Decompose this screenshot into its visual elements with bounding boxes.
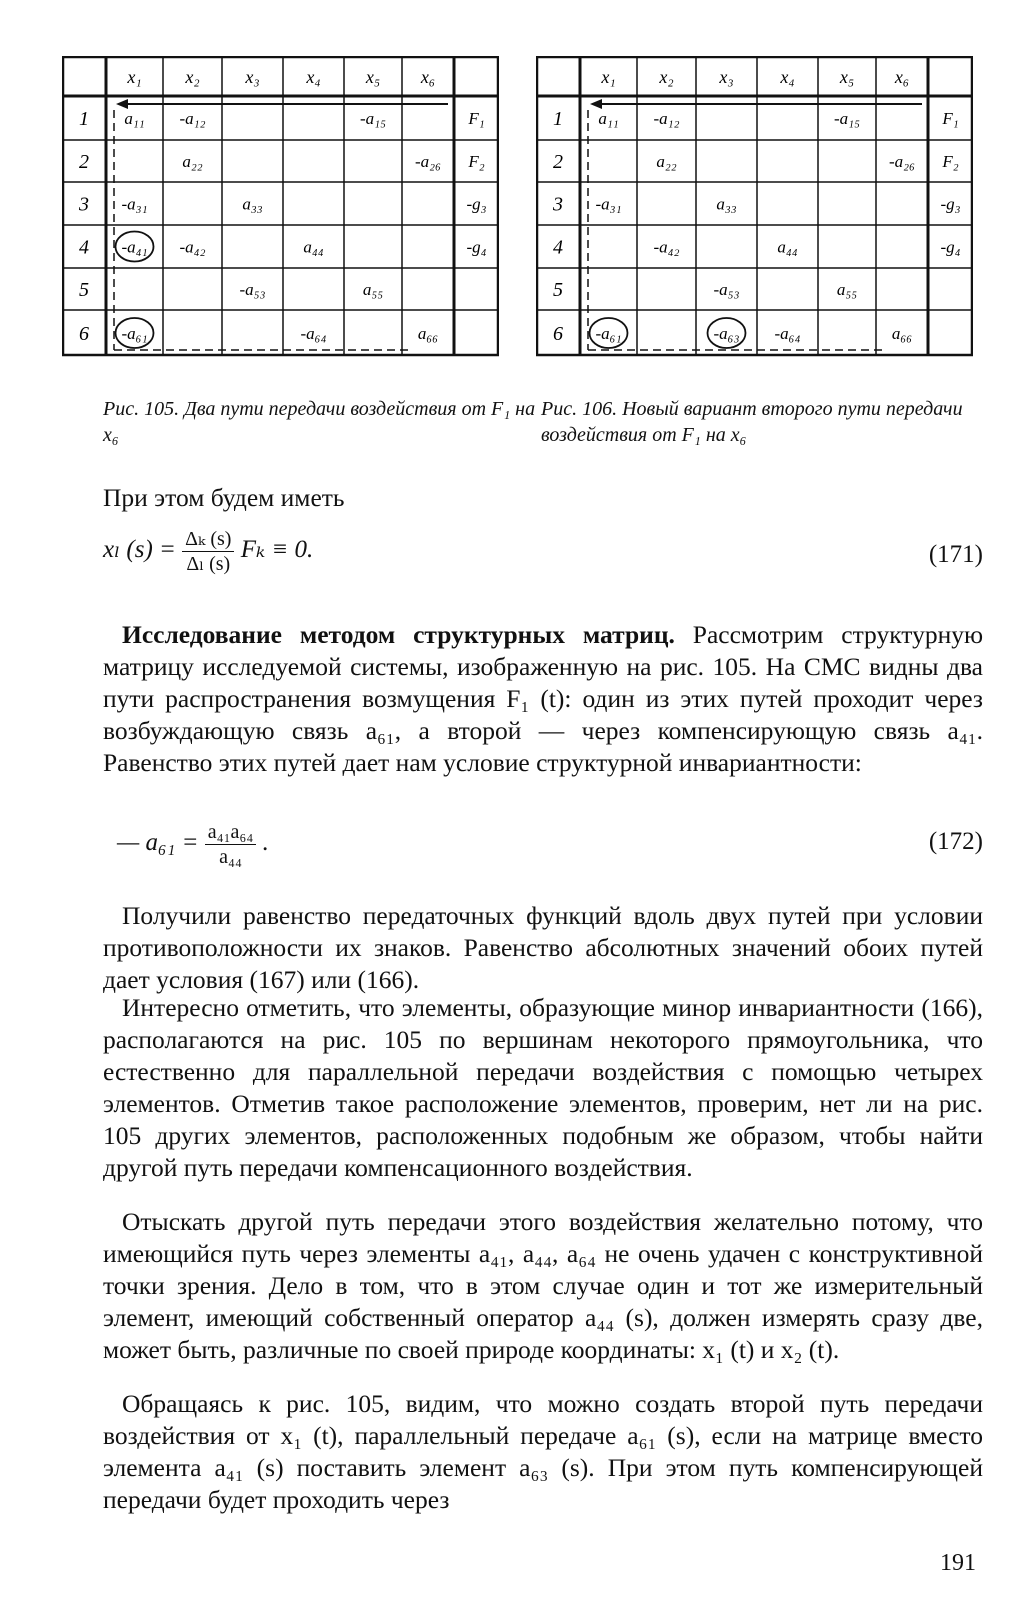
- matrix-cell: F₂: [942, 152, 959, 171]
- matrix-cell: -g₄: [466, 237, 487, 257]
- column-header: x₆: [894, 67, 910, 87]
- matrix-cell: F₂: [468, 152, 485, 171]
- eq171-lhs: xₗ (s) =: [103, 536, 183, 564]
- matrix-cell: -g₃: [940, 194, 961, 214]
- matrix-cell: a₄₄: [777, 237, 798, 257]
- matrix-cell: -a₆₃: [713, 324, 740, 343]
- column-header: x₃: [719, 67, 734, 87]
- caption-fig105: Рис. 105. Два пути передачи воздействия от F₁ на x₆: [103, 398, 536, 446]
- paragraph-1: [103, 619, 983, 779]
- row-header: 1: [79, 108, 89, 130]
- paragraph-3: Интересно отметить, что элементы, образующие минор инвариантности (166), располагаются на рис. 105 по вершинам некоторого прямоугольника, что естественно для параллельной передачи воздействия с помощью четырех элементов. Отметив такое расположение элементов, проверим, нет ли на рис. 105 других элементов, расположенных подобным же образом, чтобы найти другой путь передачи компенсационного воздействия.: [103, 993, 983, 1182]
- column-header: x₂: [659, 67, 674, 87]
- column-header: x₄: [306, 67, 321, 87]
- column-header: x₁: [601, 67, 616, 87]
- column-header: x₄: [780, 67, 795, 87]
- row-header: 4: [553, 236, 563, 259]
- matrix-cell: -a₆₄: [774, 324, 801, 343]
- eq171-number: (171): [928, 541, 983, 568]
- eq171-rhs: Fₖ ≡ 0.: [240, 536, 314, 564]
- matrix-cell: a₂₂: [182, 152, 203, 171]
- flow-arrow-head: [116, 99, 128, 109]
- eq171-fraction: [182, 527, 234, 576]
- eq172-rhs: .: [262, 829, 269, 857]
- matrix-cell: a₆₆: [417, 324, 439, 343]
- equation-171: [103, 527, 983, 587]
- column-header: x₅: [839, 67, 855, 87]
- matrix-cell: -a₃₁: [595, 194, 622, 214]
- caption-fig106: Рис. 106. Новый вариант второго пути передачи воздействия от F₁ на x₆: [541, 398, 963, 446]
- equation-172: [103, 820, 983, 880]
- matrix-cell: -a₅₃: [239, 280, 266, 299]
- paragraph-4: Отыскать другой путь передачи этого воздействия желательно потому, что имеющийся путь через элементы a₄₁, a₄₄, a₆₄ не очень удачен с конструктивной точки зрения. Дело в том, что в этом случае один и тот же измерительный элемент, имеющий собственный оператор a₄₄ (s), должен измерять сразу две, может быть, различные по своей природе координаты: x₁ (t) и x₂ (t).: [103, 1207, 983, 1364]
- matrix-cell: a₃₃: [242, 194, 263, 214]
- column-header: x₃: [245, 67, 260, 87]
- page-number: 191: [940, 1550, 976, 1576]
- paragraph-2: Получили равенство передаточных функций вдоль двух путей при условии противоположности их знаков. Равенство абсолютных значений обоих путей дает условия (167) или (166).: [103, 901, 983, 994]
- figure-105: [62, 56, 499, 368]
- intro-text: При этом будем иметь: [103, 483, 345, 512]
- matrix-cell: F₁: [468, 109, 485, 128]
- figure-106: [536, 56, 973, 368]
- matrix-cell: -a₄₁: [121, 237, 148, 257]
- eq171-numerator: Δₖ (s): [182, 527, 234, 552]
- eq171-denominator: Δₗ (s): [186, 553, 231, 575]
- row-header: 2: [79, 151, 89, 173]
- matrix-cell: -a₆₁: [595, 324, 622, 343]
- matrix-cell: -a₂₆: [889, 152, 915, 171]
- matrix-cell: -a₁₂: [179, 109, 206, 128]
- row-header: 3: [553, 193, 563, 216]
- column-header: x₆: [420, 67, 436, 87]
- eq172-lhs: — a₆₁ =: [117, 829, 205, 857]
- matrix-cell: -a₂₆: [415, 152, 441, 171]
- section-heading: Исследование методом структурных матриц.: [122, 620, 675, 649]
- row-header: 6: [553, 323, 563, 345]
- eq172-numerator: a₄₁a₆₄: [205, 820, 257, 845]
- column-header: x₂: [185, 67, 200, 87]
- matrix-cell: a₁₁: [124, 109, 145, 128]
- matrix-cell: -a₁₅: [360, 109, 386, 128]
- row-header: 5: [79, 279, 89, 301]
- matrix-cell: a₁₁: [598, 109, 619, 128]
- matrix-cell: -a₃₁: [121, 194, 148, 214]
- paragraph-1-text: Рассмотрим структурную матрицу исследуемой системы, изображенную на рис. 105. На СМС видны два пути распространения возмущения F₁ (t): один из этих путей проходит через возбуждающую связь a₆₁, а второй — через компенсирующую связь a₄₁. Равенство этих путей дает нам условие структурной инвариантности:: [103, 620, 984, 777]
- matrix-cell: a₂₂: [656, 152, 677, 171]
- intro-line: [103, 482, 983, 514]
- matrix-cell: -a₁₅: [834, 109, 860, 128]
- matrix-cell: a₄₄: [303, 237, 324, 257]
- matrix-cell: -a₄₂: [179, 237, 206, 257]
- eq172-denominator: a₄₄: [219, 846, 242, 868]
- eq172-number: (172): [928, 828, 983, 855]
- matrix-cell: -a₆₄: [300, 324, 327, 343]
- row-header: 5: [553, 279, 563, 301]
- matrix-cell: -a₆₁: [121, 324, 148, 343]
- matrix-cell: a₅₅: [836, 280, 858, 299]
- matrix-cell: -a₅₃: [713, 280, 740, 299]
- matrix-cell: -g₃: [466, 194, 487, 214]
- row-header: 1: [553, 108, 563, 130]
- row-header: 6: [79, 323, 89, 345]
- column-header: x₅: [365, 67, 381, 87]
- matrix-cell: a₆₆: [891, 324, 913, 343]
- flow-arrow-head: [590, 99, 602, 109]
- matrix-cell: -a₄₂: [653, 237, 680, 257]
- matrix-cell: -a₁₂: [653, 109, 680, 128]
- matrix-cell: a₃₃: [716, 194, 737, 214]
- row-header: 2: [553, 151, 563, 173]
- matrix-cell: -g₄: [940, 237, 961, 257]
- eq172-fraction: [205, 820, 257, 869]
- matrix-cell: a₅₅: [362, 280, 384, 299]
- structure-matrix-106: [536, 56, 973, 368]
- row-header: 4: [79, 236, 89, 259]
- paragraph-5: Обращаясь к рис. 105, видим, что можно создать второй путь передачи воздействия от x₁ (t), параллельный передаче a₆₁ (s), если на матрице вместо элемента a₄₁ (s) поставить элемент a₆₃ (s). При этом путь компенсирующей передачи будет проходить через: [103, 1389, 983, 1514]
- structure-matrix-105: [62, 56, 499, 368]
- row-header: 3: [79, 193, 89, 216]
- matrix-cell: F₁: [942, 109, 959, 128]
- column-header: x₁: [127, 67, 142, 87]
